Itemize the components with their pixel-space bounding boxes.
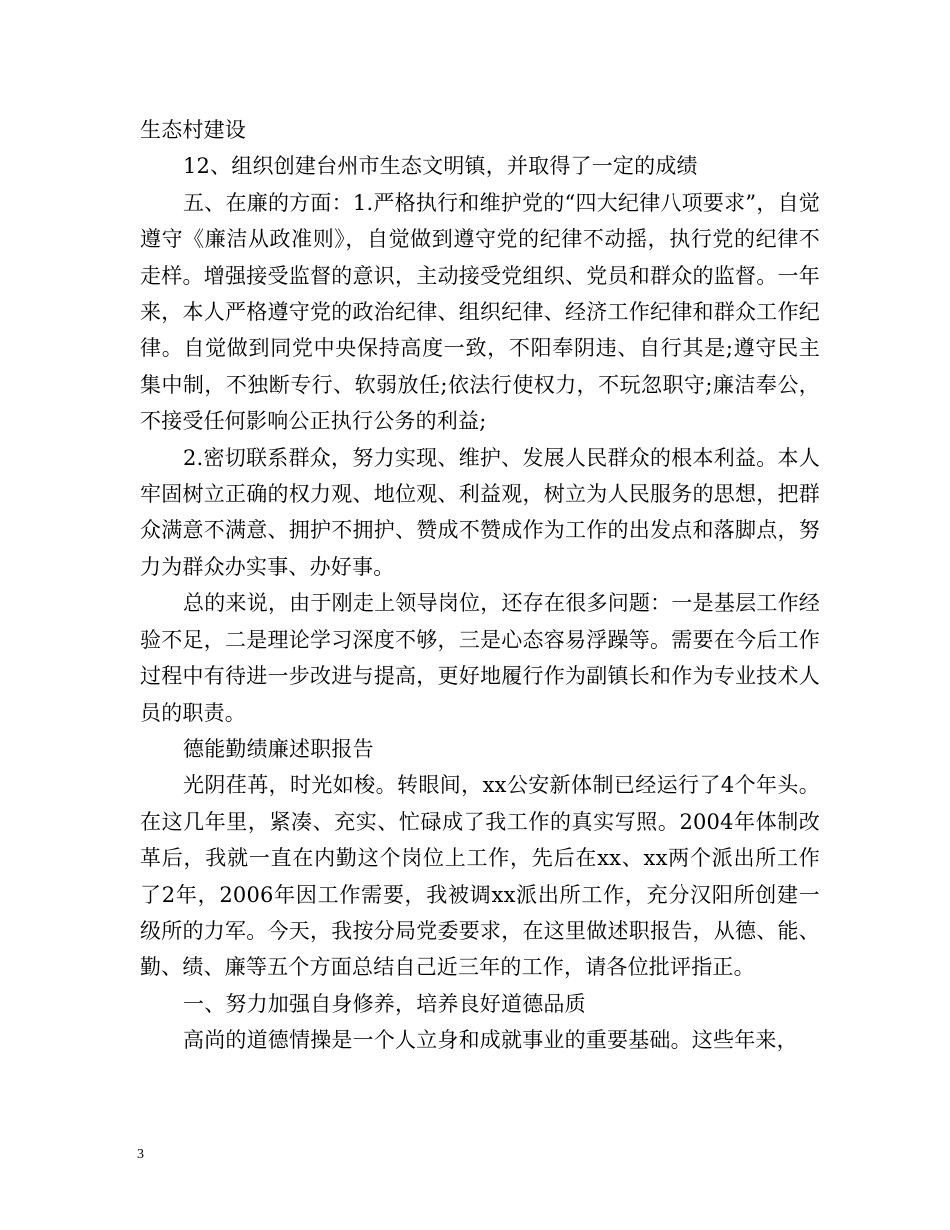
paragraph-intro: 光阴荏苒，时光如梭。转眼间，xx公安新体制已经运行了4个年头。在这几年里，紧凑、充实、忙碌成了我工作的真实写照。2004年体制改革后，我就一直在内勤这个岗位上工作，先后在xx、xx两个派出所工作了2年，2006年因工作需要，我被调xx派出所工作，充分汉阳所创建一级所的力军。今天，我按分局党委要求，在这里做述职报告，从德、能、勤、绩、廉等五个方面总结自己近三年的工作，请各位批评指正。 — [140, 773, 820, 980]
document-body — [140, 112, 820, 1059]
section-heading-one: 一、努力加强自身修养，培养良好道德品质 — [183, 991, 586, 1016]
paragraph-item-12: 12、组织创建台州市生态文明镇，并取得了一定的成绩 — [183, 154, 698, 179]
page-number: 3 — [137, 1147, 144, 1162]
paragraph-mass-contact: 2.密切联系群众，努力实现、维护、发展人民群众的根本利益。本人牢固树立正确的权力观、地位观、利益观，树立为人民服务的思想，把群众满意不满意、拥护不拥护、赞成不赞成作为工作的出发点和落脚点，努力为群众办实事、办好事。 — [140, 445, 820, 579]
section-title: 德能勤绩廉述职报告 — [183, 736, 374, 761]
paragraph-continuation: 生态村建设 — [140, 118, 246, 142]
paragraph-integrity-section: 五、在廉的方面：1.严格执行和维护党的“四大纪律八项要求”，自觉遵守《廉洁从政准则》，自觉做到遵守党的纪律不动摇，执行党的纪律不走样。增强接受监督的意识，主动接受党组织、党员和群众的监督。一年来，本人严格遵守党的政治纪律、组织纪律、经济工作纪律和群众工作纪律。自觉做到同党中央保持高度一致，不阳奉阴违、自行其是;遵守民主集中制，不独断专行、软弱放任;依法行使权力，不玩忽职守;廉洁奉公，不接受任何影响公正执行公务的利益; — [140, 190, 820, 434]
paragraph-morality: 高尚的道德情操是一个人立身和成就事业的重要基础。这些年来， — [183, 1028, 798, 1053]
paragraph-summary: 总的来说，由于刚走上领导岗位，还存在很多问题：一是基层工作经验不足，二是理论学习深度不够，三是心态容易浮躁等。需要在今后工作过程中有待进一步改进与提高，更好地履行作为副镇长和作为专业技术人员的职责。 — [140, 591, 820, 725]
